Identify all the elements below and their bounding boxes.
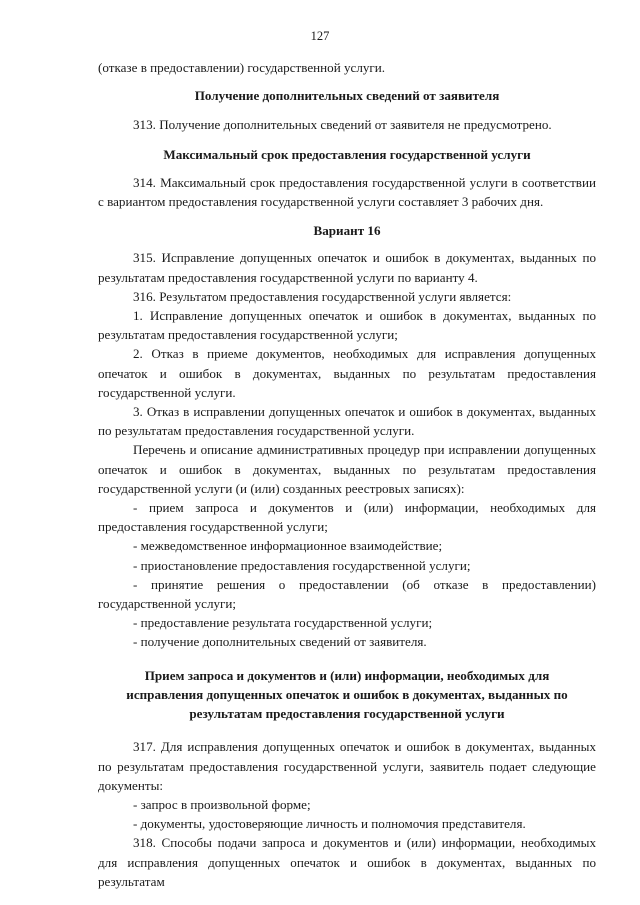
paragraph: 314. Максимальный срок предоставления государственной услуги в соответствии с вариантом предоставления государственной услуги составляет 3 рабочих дня.	[98, 174, 596, 210]
list-item: - межведомственное информационное взаимодействие;	[133, 538, 443, 554]
list-item: - получение дополнительных сведений от заявителя.	[133, 634, 427, 650]
section-heading: Прием запроса и документов и (или) информации, необходимых для исправления допущенных опечаток и ошибок в документах, выданных по результатам предоставления государственной услуги	[126, 667, 568, 722]
paragraph: 318. Способы подачи запроса и документов и (или) информации, необходимых для исправления допущенных опечаток и ошибок в документах, выданных по результатам	[98, 835, 596, 889]
paragraph: 316. Результатом предоставления государственной услуги является:	[133, 288, 512, 304]
paragraph: 313. Получение дополнительных сведений от заявителя не предусмотрено.	[133, 117, 552, 133]
section-heading: Получение дополнительных сведений от заявителя	[194, 88, 500, 104]
list-item: - документы, удостоверяющие личность и полномочия представителя.	[133, 816, 526, 832]
paragraph: (отказе в предоставлении) государственной услуги.	[98, 60, 386, 75]
list-item: - прием запроса и документов и (или) информации, необходимых для предоставления государственной услуги;	[98, 500, 596, 535]
paragraph: Перечень и описание административных процедур при исправлении допущенных опечаток и ошибок в документах, выданных по результатам предоставления государственной услуги (и (или) созданных реестровых записях):	[98, 442, 596, 496]
document-body	[98, 58, 596, 891]
list-item: - предоставление результата государственной услуги;	[133, 615, 433, 631]
list-item: 3. Отказ в исправлении допущенных опечаток и ошибок в документах, выданных по результатам предоставления государственной услуги.	[98, 404, 596, 439]
variant-heading: Вариант 16	[313, 223, 381, 239]
list-item: 2. Отказ в приеме документов, необходимых для исправления допущенных опечаток и ошибок в документах, выданных по результатам предоставления государственной услуги.	[98, 346, 596, 400]
list-item: - запрос в произвольной форме;	[133, 796, 311, 812]
list-item: - принятие решения о предоставлении (об отказе в предоставлении) государственной услуги;	[98, 576, 596, 612]
list-item: - приостановление предоставления государственной услуги;	[133, 557, 471, 573]
paragraph: 315. Исправление допущенных опечаток и ошибок в документах, выданных по результатам предоставления государственной услуги по варианту 4.	[98, 250, 596, 285]
section-heading: Максимальный срок предоставления государственной услуги	[163, 146, 531, 162]
paragraph: 317. Для исправления допущенных опечаток и ошибок в документах, выданных по результатам предоставления государственной услуги, заявитель подает следующие документы:	[98, 739, 596, 793]
page-number: 127	[310, 29, 330, 43]
list-item: 1. Исправление допущенных опечаток и ошибок в документах, выданных по результатам предоставления государственной услуги;	[98, 308, 596, 343]
